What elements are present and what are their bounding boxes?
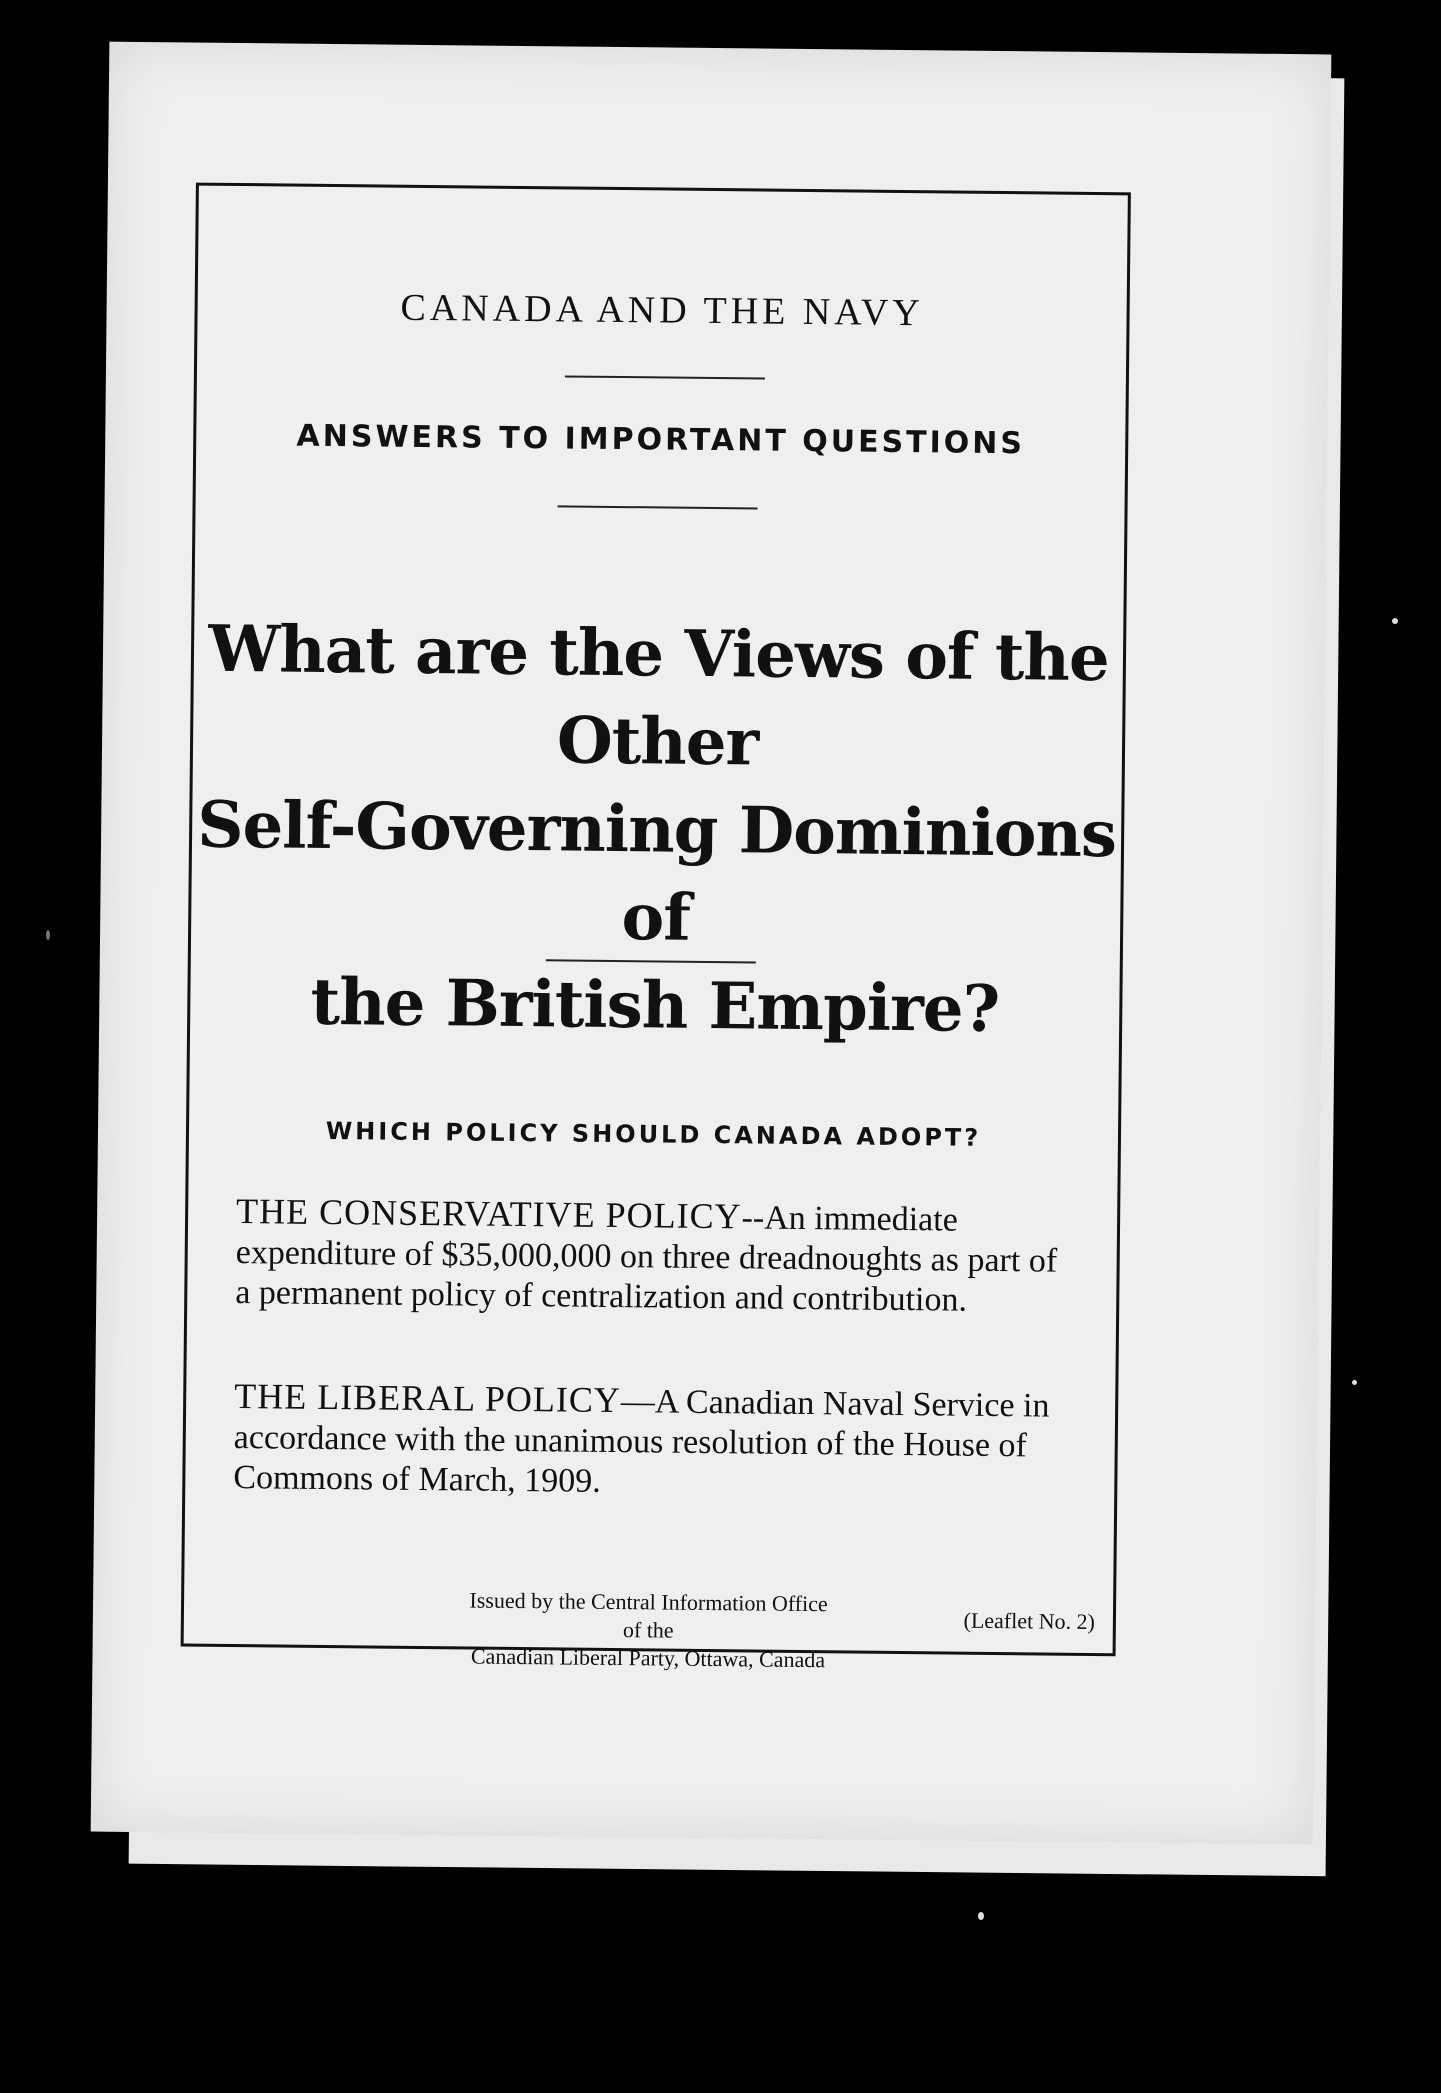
headline-line: Self-Governing Dominions of xyxy=(196,787,1117,956)
dust-speck xyxy=(1392,618,1398,624)
page-border xyxy=(181,183,1131,1673)
conservative-policy xyxy=(235,1191,1076,1322)
headline-line: the British Empire? xyxy=(310,964,1000,1048)
policy-text: --An immediate expenditure of $35,000,000 on three dreadnoughts as part of a permanent policy of centralization and contribution. xyxy=(235,1199,1058,1319)
liberal-policy xyxy=(233,1376,1074,1507)
headline xyxy=(190,606,1124,1056)
issued-line: Issued by the Central Information Office xyxy=(469,1587,828,1617)
series-title: CANADA AND THE NAVY xyxy=(400,286,924,335)
leaflet-number: (Leaflet No. 2) xyxy=(963,1607,1096,1635)
policy-text: —A Canadian Naval Service in accordance with the unanimous resolution of the House of Commons of March, 1909. xyxy=(233,1383,1050,1500)
dust-speck xyxy=(1352,1380,1357,1385)
policy-name: THE CONSERVATIVE POLICY xyxy=(235,1191,742,1237)
divider xyxy=(565,375,765,379)
issued-line: of the xyxy=(622,1617,674,1643)
headline-line: What are the Views of the Other xyxy=(208,611,1110,781)
subtitle: ANSWERS TO IMPORTANT QUESTIONS xyxy=(296,418,1026,462)
policy-name: THE LIBERAL POLICY xyxy=(234,1376,622,1421)
dust-speck xyxy=(46,930,50,940)
divider xyxy=(558,505,758,509)
dust-speck xyxy=(978,1912,984,1920)
issued-line: Canadian Liberal Party, Ottawa, Canada xyxy=(470,1643,826,1673)
policy-question: WHICH POLICY SHOULD CANADA ADOPT? xyxy=(325,1116,982,1152)
leaflet-page xyxy=(91,42,1332,1845)
